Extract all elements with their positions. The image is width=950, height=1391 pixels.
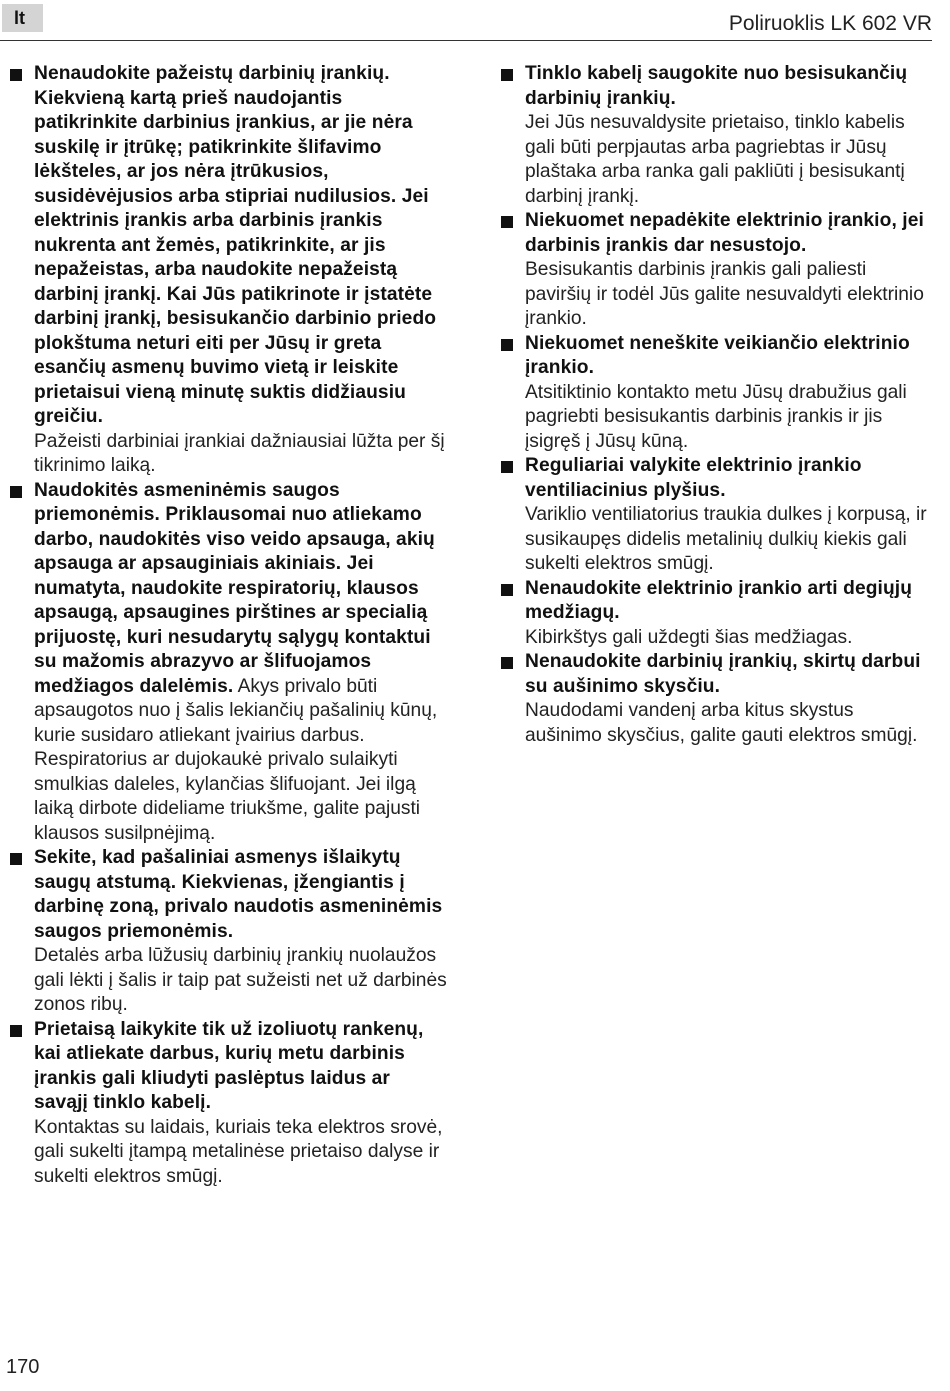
safety-instruction: Niekuomet neneškite veikiančio elektrinio įrankio. xyxy=(525,332,910,378)
header-divider xyxy=(0,40,932,41)
safety-explanation: Variklio ventiliatorius traukia dulkes į korpusą, ir susikaupęs didelis metalinių dulkių kiekis gali sukelti elektros smūgį. xyxy=(525,504,927,574)
safety-item-carrying xyxy=(499,332,935,455)
safety-item-ventilation xyxy=(499,454,935,577)
left-column xyxy=(8,62,448,1189)
square-bullet-icon xyxy=(501,657,513,669)
document-title: Poliruoklis LK 602 VR xyxy=(728,12,932,35)
safety-explanation: Akys privalo būti apsaugotos nuo į šalis lekiančių pašalinių kūnų, kurie susidaro atliekant įvairius darbus. Respiratorius ar dujokaukė privalo sulaikyti smulkias daleles, kylančias šlifuojant. Jei ilgą laiką dirbote dideliame triukšme, galite pajusti klausos susilpnėjimą. xyxy=(34,675,438,844)
safety-instruction: Nenaudokite pažeistų darbinių įrankių. Kiekvieną kartą prieš naudojantis patikrinkite darbinius įrankius, ar jie nėra suskilę ir įtrūkę; patikrinkite šlifavimo lėkšteles, ar jos nėra įtrūkusios, susidėvėjusios arba stipriai nudilusios. Jei elektrinis įrankis arba darbinis įrankis nukrenta ant žemės, patikrinkite, ar jis nepažeistas, arba naudokite nepažeistą darbinį įrankį. Kai Jūs patikrinote ir įstatėte darbinį įrankį, besisukančio darbinio priedo plokštuma neturi eiti per Jūsų ir greta esančių asmenų buvimo vietą ir leiskite prietaisui vieną minutę suktis didžiausiu greičiu. xyxy=(34,63,437,427)
square-bullet-icon xyxy=(10,69,22,81)
language-code: lt xyxy=(14,8,25,28)
safety-item-insulated-grips xyxy=(8,1018,448,1190)
safety-item-protective-equipment xyxy=(8,479,448,847)
safety-explanation: Pažeisti darbiniai įrankiai dažniausiai lūžta per šį tikrinimo laiką. xyxy=(34,430,445,476)
square-bullet-icon xyxy=(501,584,513,596)
square-bullet-icon xyxy=(501,461,513,473)
safety-instruction: Niekuomet nepadėkite elektrinio įrankio, jei darbinis įrankis dar nesustojo. xyxy=(525,210,924,256)
safety-item-bystanders xyxy=(8,846,448,1018)
safety-item-put-down xyxy=(499,209,935,332)
square-bullet-icon xyxy=(10,1025,22,1037)
square-bullet-icon xyxy=(501,216,513,228)
safety-instruction: Naudokitės asmeninėmis saugos priemonėmis. Priklausomai nuo atliekamo darbo, naudokitės viso veido apsauga, akių apsauga ar apsauginiais akiniais. Jei numatyta, naudokite respiratorių, klausos apsaugą, apsaugines pirštines ar specialią prijuostę, kuri nesudarytų sąlygų kontaktui su mažomis abrazyvo ar šlifuojamos medžiagos dalelėmis. xyxy=(34,479,435,697)
safety-item-damaged-tools xyxy=(8,62,448,479)
safety-explanation: Besisukantis darbinis įrankis gali paliesti paviršių ir todėl Jūs galite nesuvaldyti elektrinio įrankio. xyxy=(525,259,924,329)
safety-explanation: Jei Jūs nesuvaldysite prietaiso, tinklo kabelis gali būti perpjautas arba pagriebtas ir Jūsų plaštaka arba ranka gali pakliūti į besisukantį darbinį įrankį. xyxy=(525,112,905,207)
page-number: 170 xyxy=(6,1356,40,1378)
square-bullet-icon xyxy=(10,486,22,498)
safety-instruction: Tinklo kabelį saugokite nuo besisukančių darbinių įrankių. xyxy=(525,63,908,109)
safety-instruction: Nenaudokite elektrinio įrankio arti degiųjų medžiagų. xyxy=(525,577,913,623)
safety-item-flammable xyxy=(499,577,935,651)
safety-explanation: Atsitiktinio kontakto metu Jūsų drabužius gali pagriebti besisukantis darbinis įrankis ir jis įsigręš į Jūsų kūną. xyxy=(525,381,907,452)
safety-explanation: Detalės arba lūžusių darbinių įrankių nuolaužos gali lėkti į šalis ir taip pat sužeisti net už darbinės zonos ribų. xyxy=(34,945,447,1015)
safety-explanation: Kontaktas su laidais, kuriais teka elektros srovė, gali sukelti įtampą metalinėse prietaiso dalyse ir sukelti elektros smūgį. xyxy=(34,1116,443,1187)
square-bullet-icon xyxy=(10,853,22,865)
safety-explanation: Kibirkštys gali uždegti šias medžiagas. xyxy=(525,626,853,648)
square-bullet-icon xyxy=(501,69,513,81)
safety-explanation: Naudodami vandenį arba kitus skystus aušinimo skysčius, galite gauti elektros smūgį. xyxy=(525,700,918,746)
safety-item-coolant xyxy=(499,650,935,748)
language-badge xyxy=(2,4,43,32)
safety-instruction: Prietaisą laikykite tik už izoliuotų rankenų, kai atliekate darbus, kurių metu darbinis įrankis gali kliudyti paslėptus laidus ar savąjį tinklo kabelį. xyxy=(34,1018,424,1113)
safety-instruction: Nenaudokite darbinių įrankių, skirtų darbui su aušinimo skysčiu. xyxy=(525,651,921,697)
safety-instruction: Reguliariai valykite elektrinio įrankio ventiliacinius plyšius. xyxy=(525,455,862,501)
safety-item-power-cable xyxy=(499,62,935,209)
right-column xyxy=(499,62,935,748)
safety-instruction: Sekite, kad pašaliniai asmenys išlaikytų saugų atstumą. Kiekvienas, įžengiantis į darbinę zoną, privalo naudotis asmeninėmis saugos priemonėmis. xyxy=(34,847,443,942)
square-bullet-icon xyxy=(501,339,513,351)
